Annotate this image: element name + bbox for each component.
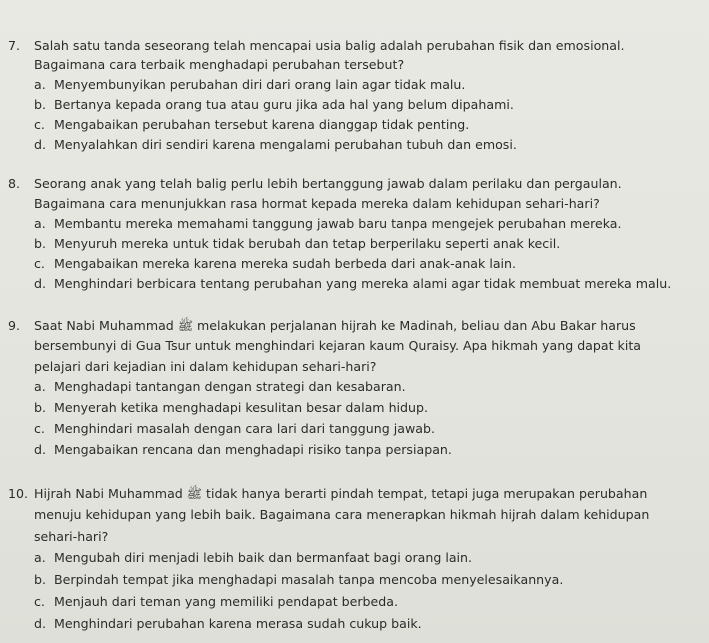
option-text: Menyuruh mereka untuk tidak berubah dan tetap berperilaku seperti anak kecil.	[54, 236, 561, 251]
option-letter: a.	[34, 379, 46, 394]
option-letter: c.	[34, 594, 45, 609]
option-text: Menjauh dari teman yang memiliki pendapat berbeda.	[54, 594, 399, 609]
option-text: Mengabaikan mereka karena mereka sudah berbeda dari anak-anak lain.	[54, 256, 517, 271]
option-text: Menyembunyikan perubahan diri dari orang lain agar tidak malu.	[54, 77, 466, 92]
option-text: Membantu mereka memahami tanggung jawab baru tanpa mengejek perubahan mereka.	[54, 216, 622, 231]
option-letter: a.	[34, 550, 46, 565]
option-letter: d.	[34, 137, 46, 152]
option-text: Mengabaikan rencana dan menghadapi risiko tanpa persiapan.	[54, 442, 452, 457]
question-number: 8.	[8, 176, 21, 191]
question-number: 9.	[8, 318, 21, 333]
option-letter: c.	[34, 421, 45, 436]
option-text: Menghadapi tantangan dengan strategi dan kesabaran.	[54, 379, 406, 394]
question-stem-line: menuju kehidupan yang lebih baik. Bagaimana cara menerapkan hikmah hijrah dalam kehidupan	[34, 507, 650, 522]
question-stem-line: Saat Nabi Muhammad ﷺ melakukan perjalanan hijrah ke Madinah, beliau dan Abu Bakar harus	[34, 318, 636, 333]
question-stem-line: Salah satu tanda seseorang telah mencapai usia balig adalah perubahan fisik dan emosional.	[34, 38, 625, 53]
option-letter: c.	[34, 256, 45, 271]
question-number: 10.	[8, 486, 29, 501]
option-text: Mengabaikan perubahan tersebut karena dianggap tidak penting.	[54, 117, 470, 132]
option-text: Menghindari berbicara tentang perubahan yang mereka alami agar tidak membuat mereka malu.	[54, 276, 672, 291]
option-text: Menyerah ketika menghadapi kesulitan besar dalam hidup.	[54, 400, 429, 415]
option-text: Menghindari masalah dengan cara lari dari tanggung jawab.	[54, 421, 435, 436]
option-letter: b.	[34, 400, 46, 415]
option-text: Mengubah diri menjadi lebih baik dan bermanfaat bagi orang lain.	[54, 550, 473, 565]
question-stem-line: bersembunyi di Gua Tsur untuk menghindari kejaran kaum Quraisy. Apa hikmah yang dapat kita	[34, 338, 642, 353]
option-letter: a.	[34, 216, 46, 231]
option-letter: a.	[34, 77, 46, 92]
option-letter: d.	[34, 442, 46, 457]
option-letter: d.	[34, 276, 46, 291]
option-text: Bertanya kepada orang tua atau guru jika ada hal yang belum dipahami.	[54, 97, 514, 112]
question-stem-line: pelajari dari kejadian ini dalam kehidupan sehari-hari?	[34, 359, 377, 374]
question-stem-line: Bagaimana cara terbaik menghadapi perubahan tersebut?	[34, 57, 405, 72]
option-text: Menyalahkan diri sendiri karena mengalami perubahan tubuh dan emosi.	[54, 137, 517, 152]
option-text: Berpindah tempat jika menghadapi masalah tanpa mencoba menyelesaikannya.	[54, 572, 564, 587]
option-text: Menghindari perubahan karena merasa sudah cukup baik.	[54, 616, 422, 631]
option-letter: c.	[34, 117, 45, 132]
option-letter: b.	[34, 572, 46, 587]
option-letter: b.	[34, 236, 46, 251]
question-number: 7.	[8, 38, 21, 53]
question-stem-line: Bagaimana cara menunjukkan rasa hormat kepada mereka dalam kehidupan sehari-hari?	[34, 196, 600, 211]
question-stem-line: Hijrah Nabi Muhammad ﷺ tidak hanya berarti pindah tempat, tetapi juga merupakan perubahan	[34, 486, 648, 501]
option-letter: b.	[34, 97, 46, 112]
option-letter: d.	[34, 616, 46, 631]
question-stem-line: Seorang anak yang telah balig perlu lebih bertanggung jawab dalam perilaku dan pergaulan.	[34, 176, 622, 191]
question-stem-line: sehari-hari?	[34, 529, 109, 544]
